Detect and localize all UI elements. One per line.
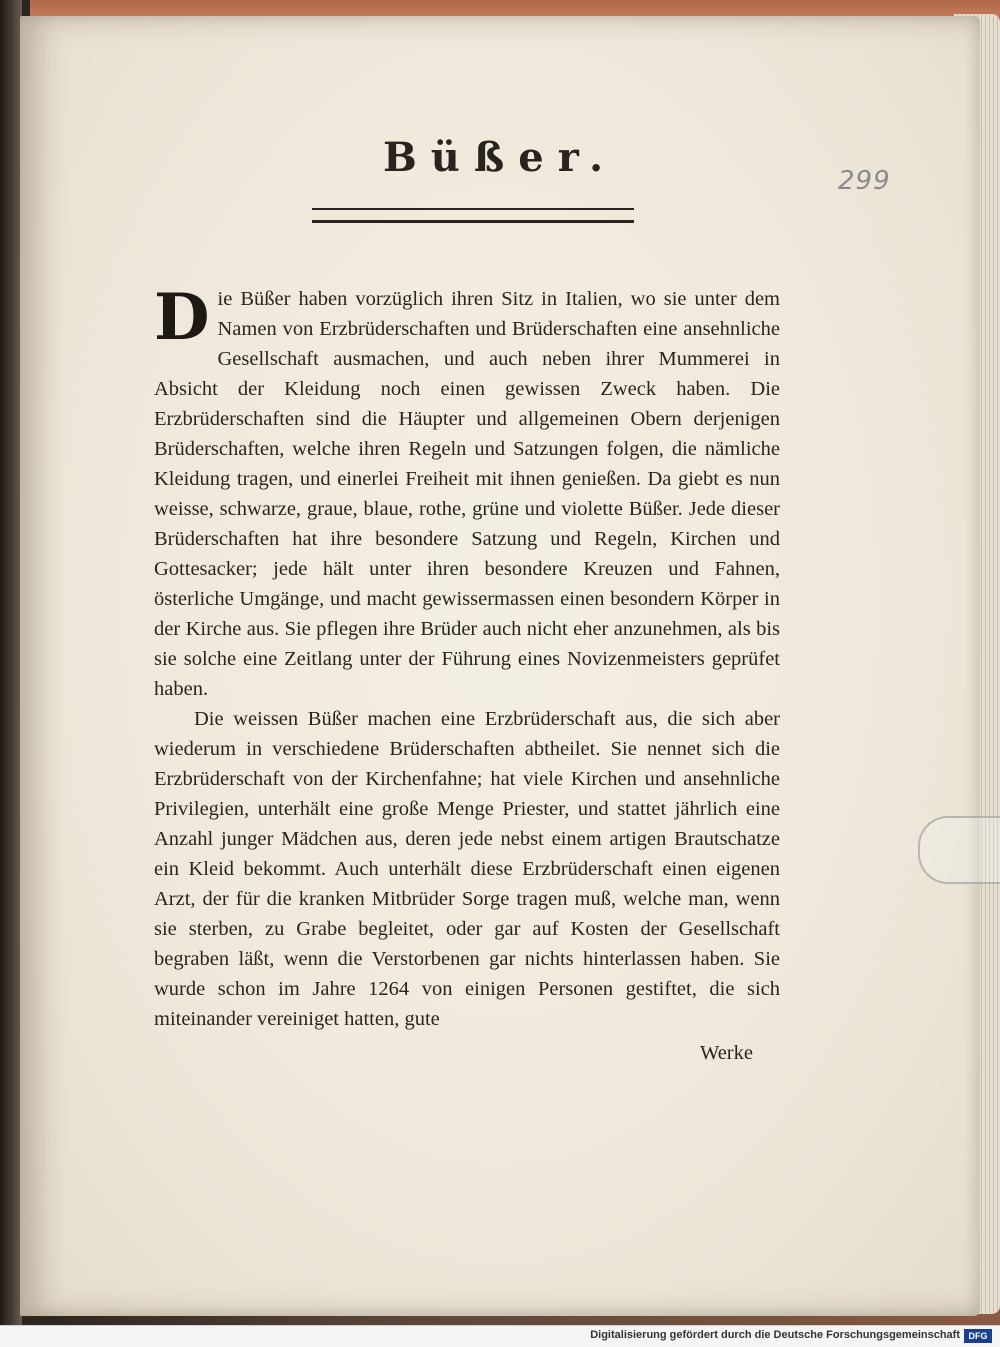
paragraph-1-text: ie Büßer haben vorzüglich ihren Sitz in Italien, wo sie unter dem Namen von Erzbrüderschaften und Brüderschaften eine ansehnliche Gesellschaft ausmachen, und auch neben ihrer Mummerei in Absicht der Kleidung noch einen gewissen Zweck haben. Die Erzbrüderschaften sind die Häupter und allgemeinen Obern derjenigen Brüderschaften, welche ihren Regeln und Satzungen folgen, die nämliche Kleidung tragen, und einerlei Freiheit mit ihnen genießen. Da giebt es nun weisse, schwarze, graue, blaue, rothe, grüne und violette Büßer. Jede dieser Brüderschaften hat ihre besondere Satzung und Regeln, Kirchen und Gottesacker; jede hält unter ihren besondere Kreuzen und Fahnen, österliche Umgänge, und macht gewissermassen einen besondern Körper in der Kirche aus. Sie pflegen ihre Brüder auch nicht eher anzunehmen, als bis sie solche eine Zeitlang unter der Führung eines Novizenmeisters geprüfet haben.	[154, 288, 780, 700]
heading-rule	[312, 208, 634, 223]
dfg-logo-icon: DFG	[964, 1329, 992, 1343]
paragraph-1	[154, 280, 780, 704]
page-heading: Büßer.	[382, 134, 618, 181]
drop-capital: D	[154, 280, 210, 355]
book-page	[20, 16, 980, 1316]
book-spine	[0, 0, 22, 1325]
funding-notice: Digitalisierung gefördert durch die Deutsche Forschungsgemeinschaft	[590, 1329, 960, 1341]
catchword: Werke	[700, 1042, 753, 1064]
page-clip	[918, 816, 1000, 884]
body-text	[154, 280, 780, 1034]
footer-bar	[0, 1325, 1000, 1347]
folio-number: 299	[838, 166, 891, 196]
paragraph-2: Die weissen Büßer machen eine Erzbrüderschaft aus, die sich aber wiederum in verschiedene Brüderschaften abtheilet. Sie nennet sich die Erzbrüderschaft von der Kirchenfahne; hat viele Kirchen und ansehnliche Privilegien, unterhält eine große Menge Priester, und stattet jährlich eine Anzahl junger Mädchen aus, deren jede nebst einem artigen Brautschatze ein Kleid bekommt. Auch unterhält diese Erzbrüderschaft einen eigenen Arzt, der für die kranken Mitbrüder Sorge tragen muß, welche man, wenn sie sterben, zu Grabe begleitet, oder gar auf Kosten der Gesellschaft begraben läßt, wenn die Verstorbenen gar nichts hinterlassen haben. Sie wurde schon im Jahre 1264 von einigen Personen gestiftet, die sich miteinander vereiniget hatten, gute	[154, 708, 780, 1030]
